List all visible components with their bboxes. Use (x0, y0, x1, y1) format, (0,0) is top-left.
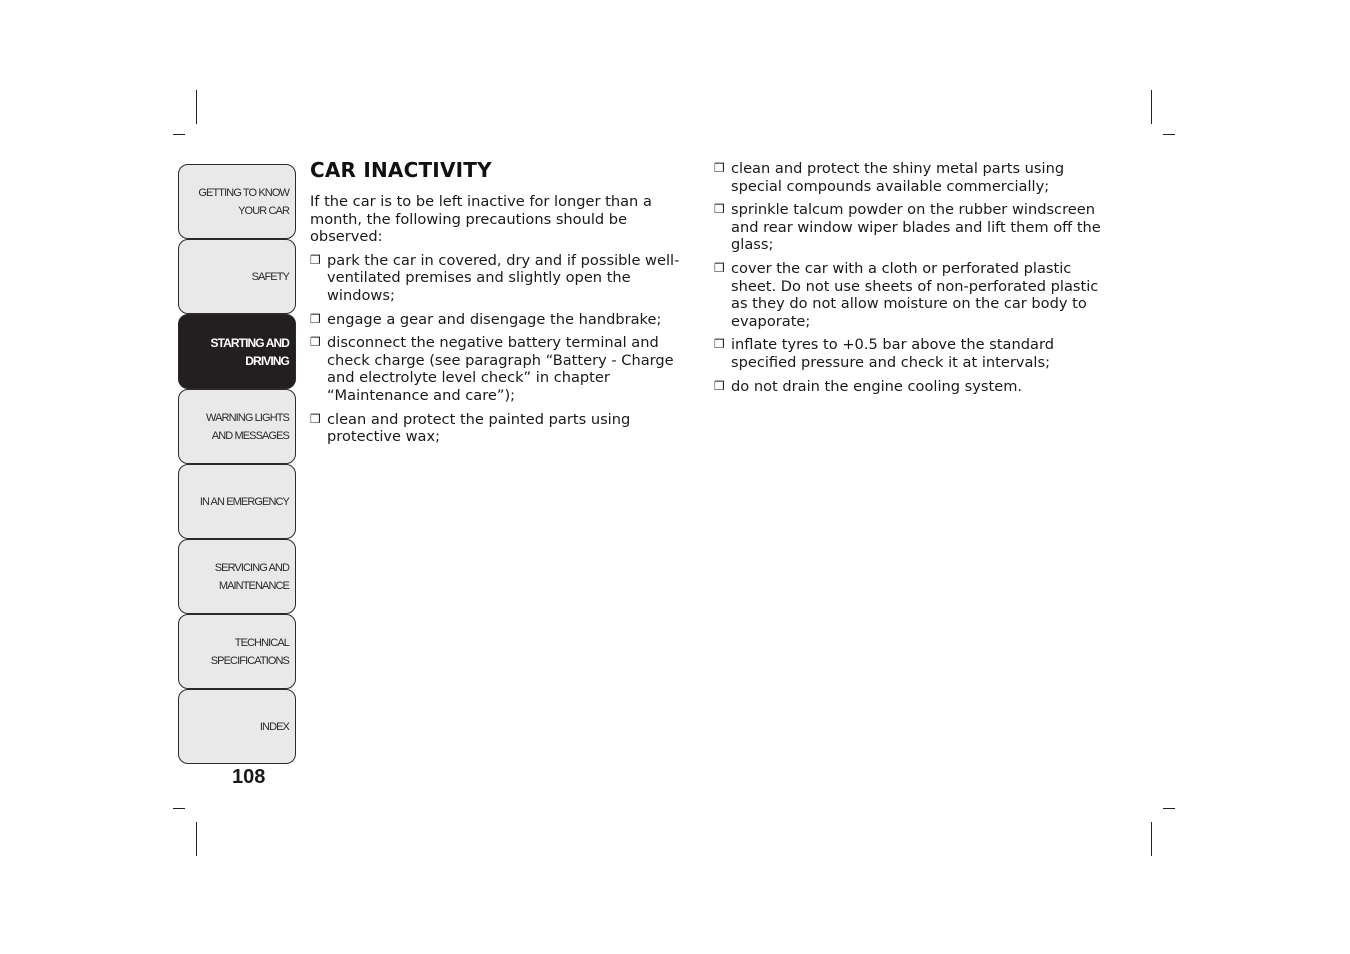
crop-mark-top-right-vertical (1151, 90, 1152, 124)
crop-mark-bottom-left-horizontal (173, 808, 185, 809)
tab-label: GETTING TO KNOW YOUR CAR (198, 186, 289, 217)
page-number: 108 (232, 766, 266, 788)
tab-servicing-and-maintenance[interactable] (178, 539, 296, 614)
tab-label: STARTING AND DRIVING (210, 335, 289, 368)
tab-starting-and-driving[interactable] (178, 314, 296, 389)
list-item: ❒ do not drain the engine cooling system. (714, 378, 1104, 396)
tab-technical-specifications[interactable] (178, 614, 296, 689)
tab-index[interactable] (178, 689, 296, 764)
crop-mark-top-left-vertical (196, 90, 197, 124)
list-item: ❒ inflate tyres to +0.5 bar above the standard specified pressure and check it at intervals; (714, 336, 1104, 371)
crop-mark-top-right-horizontal (1163, 134, 1175, 135)
list-item: ❒ park the car in covered, dry and if possible well-ventilated premises and slightly open the windows; (310, 252, 700, 305)
tab-label: WARNING LIGHTS AND MESSAGES (206, 411, 289, 442)
list-item: ❒ disconnect the negative battery terminal and check charge (see paragraph “Battery - Charge and electrolyte level check” in chapter “Maintenance and care”); (310, 334, 700, 404)
tab-safety[interactable] (178, 239, 296, 314)
precautions-list-right (714, 160, 1104, 395)
tab-label: SERVICING AND MAINTENANCE (214, 561, 289, 592)
content-left-column (310, 158, 700, 452)
page-title: CAR INACTIVITY (310, 158, 492, 182)
precautions-list-left (310, 252, 700, 446)
tab-getting-to-know-your-car[interactable] (178, 164, 296, 239)
list-item: ❒ cover the car with a cloth or perforated plastic sheet. Do not use sheets of non-perforated plastic as they do not allow moisture on the car body to evaporate; (714, 260, 1104, 330)
tab-label: INDEX (259, 720, 289, 733)
tab-label: IN AN EMERGENCY (199, 495, 289, 508)
chapter-tabs (178, 164, 296, 764)
crop-mark-bottom-right-horizontal (1163, 808, 1175, 809)
tab-label: TECHNICAL SPECIFICATIONS (210, 636, 289, 667)
list-item: ❒ clean and protect the shiny metal parts using special compounds available commercially; (714, 160, 1104, 195)
tab-in-an-emergency[interactable] (178, 464, 296, 539)
crop-mark-bottom-left-vertical (196, 822, 197, 856)
tab-label: SAFETY (251, 270, 289, 283)
tab-warning-lights-and-messages[interactable] (178, 389, 296, 464)
crop-mark-bottom-right-vertical (1151, 822, 1152, 856)
intro-paragraph: If the car is to be left inactive for longer than a month, the following precautions should be observed: (310, 193, 652, 246)
list-item: ❒ sprinkle talcum powder on the rubber windscreen and rear window wiper blades and lift them off the glass; (714, 201, 1104, 254)
content-right-column (714, 160, 1104, 401)
list-item: ❒ engage a gear and disengage the handbrake; (310, 311, 700, 329)
list-item: ❒ clean and protect the painted parts using protective wax; (310, 411, 700, 446)
crop-mark-top-left-horizontal (173, 134, 185, 135)
